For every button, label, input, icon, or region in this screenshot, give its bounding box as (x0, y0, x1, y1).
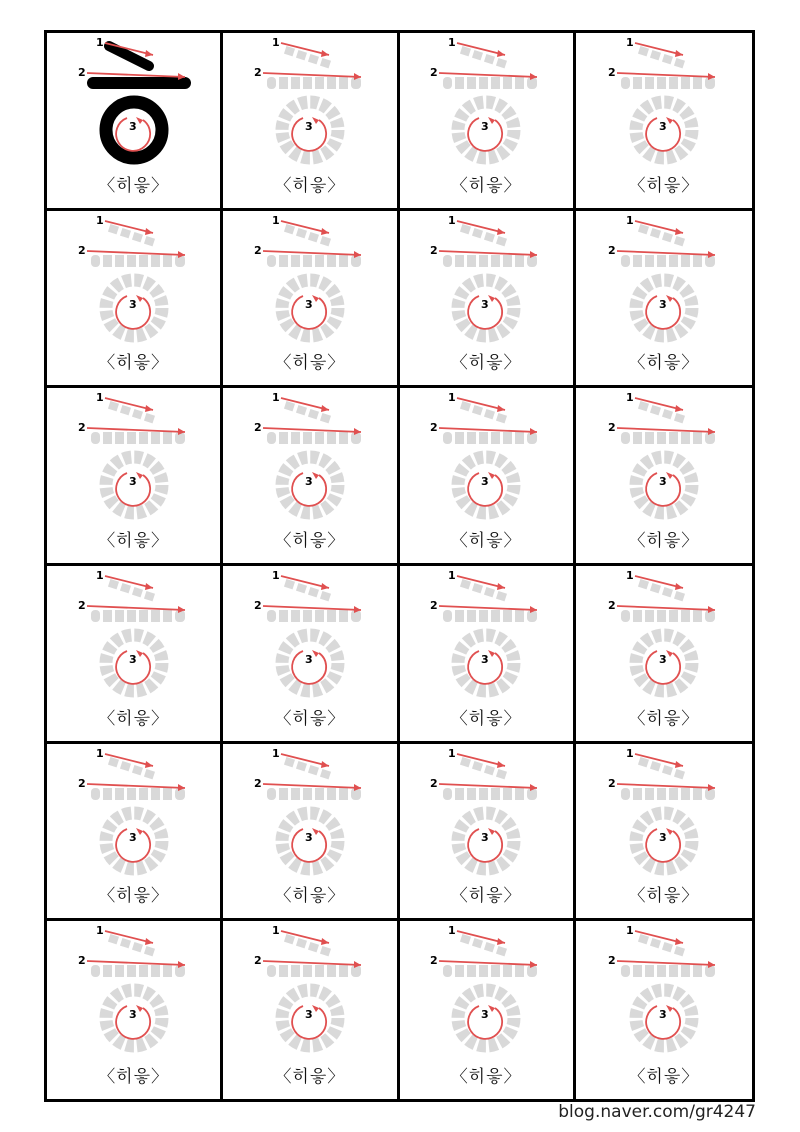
stroke-2-guide (267, 255, 361, 267)
practice-cell (576, 388, 752, 566)
trace-guide (267, 934, 361, 1046)
letter-stroke-guide (401, 744, 571, 884)
stroke-number-2: 2 (607, 776, 616, 790)
stroke-2-guide (621, 255, 715, 267)
stroke-2-guide (621, 610, 715, 622)
letter-stroke-guide (225, 388, 395, 528)
stroke-2-guide (267, 965, 361, 977)
letter-name-label: 〈히읗〉 (98, 886, 170, 907)
practice-cell (400, 744, 576, 922)
trace-guide (621, 401, 715, 513)
letter-name-label: 〈히읗〉 (274, 708, 346, 729)
stroke-number-1: 1 (625, 924, 634, 938)
stroke-number-2: 2 (607, 421, 616, 435)
practice-cell (223, 33, 399, 211)
letter-stroke-guide (225, 921, 395, 1061)
stroke-number-1: 1 (625, 746, 634, 760)
trace-guide (621, 757, 715, 869)
letter-name-label: 〈히읗〉 (274, 1067, 346, 1087)
stroke-2-guide (621, 788, 715, 800)
stroke-number-1: 1 (95, 391, 104, 405)
stroke-number-1: 1 (271, 391, 280, 405)
practice-cell (47, 566, 223, 744)
stroke-number-2: 2 (607, 599, 616, 612)
stroke-number-3: 3 (128, 475, 137, 489)
stroke-number-1: 1 (95, 36, 104, 49)
letter-stroke-guide (579, 388, 749, 528)
stroke-number-2: 2 (253, 776, 262, 790)
practice-cell (223, 211, 399, 389)
stroke-number-3: 3 (128, 1008, 137, 1022)
letter-stroke-guide (225, 566, 395, 706)
practice-cell (576, 33, 752, 211)
letter-name-label: 〈히읗〉 (274, 886, 346, 907)
letter-stroke-guide (49, 566, 219, 706)
stroke-number-3: 3 (481, 475, 489, 489)
letter-name-label: 〈히읗〉 (274, 353, 346, 374)
practice-cell (400, 566, 576, 744)
trace-guide (443, 757, 537, 869)
trace-guide (91, 224, 185, 336)
letter-stroke-guide (401, 33, 571, 173)
trace-guide (91, 934, 185, 1046)
letter-name-label: 〈히읗〉 (274, 175, 346, 196)
stroke-number-2: 2 (77, 66, 86, 79)
stroke-2-guide (267, 432, 361, 444)
trace-guide (621, 934, 715, 1046)
letter-stroke-guide (49, 744, 219, 884)
trace-guide (621, 46, 715, 158)
stroke-number-1: 1 (625, 36, 634, 49)
practice-cell (576, 744, 752, 922)
stroke-2-guide (267, 77, 361, 89)
stroke-number-2: 2 (77, 599, 86, 612)
stroke-2-guide (91, 965, 185, 977)
stroke-2-guide (267, 788, 361, 800)
stroke-number-1: 1 (448, 924, 456, 938)
letter-name-label: 〈히읗〉 (98, 353, 170, 374)
stroke-number-2: 2 (607, 954, 616, 968)
letter-stroke-guide (579, 33, 749, 173)
stroke-2-guide (91, 610, 185, 622)
letter-stroke-guide (579, 211, 749, 351)
stroke-number-1: 1 (625, 569, 634, 582)
stroke-2-guide (621, 77, 715, 89)
letter-name-label: 〈히읗〉 (98, 531, 170, 551)
stroke-number-1: 1 (271, 213, 280, 227)
stroke-number-3: 3 (304, 120, 313, 133)
stroke-number-1: 1 (625, 213, 634, 227)
trace-guide (267, 401, 361, 513)
letter-stroke-guide (401, 566, 571, 706)
letter-name-label: 〈히읗〉 (274, 531, 346, 551)
stroke-number-1: 1 (448, 213, 456, 227)
trace-guide (91, 401, 185, 513)
letter-name-label: 〈히읗〉 (98, 175, 170, 196)
stroke-number-1: 1 (271, 36, 280, 49)
stroke-number-2: 2 (77, 776, 86, 790)
letter-stroke-guide (401, 388, 571, 528)
trace-guide (267, 757, 361, 869)
stroke-number-3: 3 (658, 475, 667, 489)
letter-stroke-guide (225, 211, 395, 351)
letter-stroke-guide (579, 744, 749, 884)
letter-name-label: 〈히읗〉 (628, 353, 700, 374)
stroke-2-guide (443, 788, 537, 800)
stroke-number-3: 3 (128, 830, 137, 844)
stroke-2-guide (443, 965, 537, 977)
letter-stroke-guide (225, 744, 395, 884)
stroke-number-2: 2 (430, 243, 438, 257)
trace-guide (443, 224, 537, 336)
letter-stroke-guide (49, 211, 219, 351)
stroke-number-3: 3 (658, 297, 667, 311)
stroke-2-guide (443, 610, 537, 622)
stroke-number-3: 3 (658, 120, 667, 133)
stroke-number-2: 2 (430, 599, 438, 612)
practice-cell (576, 921, 752, 1099)
letter-name-label: 〈히읗〉 (98, 708, 170, 729)
practice-cell (400, 921, 576, 1099)
stroke-number-1: 1 (95, 569, 104, 582)
letter-name-label: 〈히읗〉 (628, 1067, 700, 1087)
stroke-2-guide (621, 432, 715, 444)
stroke-number-3: 3 (658, 830, 667, 844)
stroke-2-guide (443, 255, 537, 267)
stroke-number-3: 3 (481, 120, 489, 133)
stroke-2-guide (621, 965, 715, 977)
trace-guide (443, 579, 537, 691)
stroke-number-2: 2 (253, 954, 262, 968)
stroke-number-3: 3 (304, 475, 313, 489)
trace-guide (621, 579, 715, 691)
stroke-number-2: 2 (77, 954, 86, 968)
stroke-number-3: 3 (658, 1008, 667, 1022)
stroke-number-2: 2 (430, 421, 438, 435)
stroke-number-3: 3 (658, 653, 667, 666)
letter-stroke-guide (49, 388, 219, 528)
practice-cell (223, 921, 399, 1099)
stroke-number-3: 3 (304, 653, 313, 666)
letter-name-label: 〈히읗〉 (450, 886, 522, 907)
stroke-number-3: 3 (481, 297, 489, 311)
practice-cell (47, 744, 223, 922)
letter-stroke-guide (49, 921, 219, 1061)
stroke-number-1: 1 (448, 36, 456, 49)
letter-name-label: 〈히읗〉 (628, 708, 700, 729)
sample-cell (47, 33, 223, 211)
stroke-number-3: 3 (304, 297, 313, 311)
practice-cell (223, 566, 399, 744)
letter-name-label: 〈히읗〉 (450, 708, 522, 729)
letter-stroke-guide (49, 33, 219, 173)
stroke-number-1: 1 (95, 924, 104, 938)
stroke-number-1: 1 (448, 569, 456, 582)
stroke-number-2: 2 (253, 421, 262, 435)
stroke-number-2: 2 (430, 954, 438, 968)
stroke-number-1: 1 (271, 924, 280, 938)
stroke-number-2: 2 (253, 599, 262, 612)
stroke-2-guide (91, 788, 185, 800)
letter-stroke-guide (225, 33, 395, 173)
practice-grid (44, 30, 755, 1102)
stroke-number-3: 3 (128, 297, 137, 311)
blog-watermark: blog.naver.com/gr4247 (558, 1102, 756, 1122)
trace-guide (443, 46, 537, 158)
trace-guide (91, 757, 185, 869)
letter-name-label: 〈히읗〉 (628, 175, 700, 196)
stroke-number-2: 2 (253, 243, 262, 257)
letter-name-label: 〈히읗〉 (628, 886, 700, 907)
stroke-number-3: 3 (481, 653, 489, 666)
stroke-2-guide (91, 432, 185, 444)
stroke-number-2: 2 (430, 776, 438, 790)
stroke-number-1: 1 (625, 391, 634, 405)
stroke-number-1: 1 (271, 569, 280, 582)
practice-cell (400, 388, 576, 566)
stroke-2-guide (443, 77, 537, 89)
stroke-number-1: 1 (271, 746, 280, 760)
trace-guide (443, 934, 537, 1046)
practice-cell (47, 921, 223, 1099)
stroke-number-3: 3 (304, 1008, 313, 1022)
stroke-number-3: 3 (128, 653, 137, 666)
practice-cell (400, 33, 576, 211)
trace-guide (267, 579, 361, 691)
practice-cell (223, 744, 399, 922)
practice-cell (47, 388, 223, 566)
stroke-number-3: 3 (481, 1008, 489, 1022)
stroke-number-2: 2 (77, 421, 86, 435)
stroke-number-3: 3 (304, 830, 313, 844)
stroke-number-1: 1 (448, 746, 456, 760)
stroke-2-guide (267, 610, 361, 622)
letter-stroke-guide (579, 566, 749, 706)
stroke-number-3: 3 (481, 830, 489, 844)
stroke-number-2: 2 (77, 243, 86, 257)
stroke-2-guide (91, 255, 185, 267)
practice-cell (223, 388, 399, 566)
letter-name-label: 〈히읗〉 (450, 531, 522, 551)
letter-name-label: 〈히읗〉 (628, 531, 700, 551)
practice-cell (576, 566, 752, 744)
letter-stroke-guide (579, 921, 749, 1061)
stroke-number-2: 2 (607, 66, 616, 79)
stroke-number-3: 3 (128, 120, 137, 133)
letter-stroke-guide (401, 211, 571, 351)
practice-cell (47, 211, 223, 389)
trace-guide (91, 579, 185, 691)
letter-name-label: 〈히읗〉 (450, 353, 522, 374)
trace-guide (267, 224, 361, 336)
stroke-number-1: 1 (95, 213, 104, 227)
stroke-number-2: 2 (253, 66, 262, 79)
stroke-number-1: 1 (95, 746, 104, 760)
stroke-number-2: 2 (430, 66, 438, 79)
letter-name-label: 〈히읗〉 (98, 1067, 170, 1087)
trace-guide (621, 224, 715, 336)
stroke-number-2: 2 (607, 243, 616, 257)
trace-guide (443, 401, 537, 513)
letter-name-label: 〈히읗〉 (450, 175, 522, 196)
stroke-2-guide (443, 432, 537, 444)
practice-cell (400, 211, 576, 389)
letter-name-label: 〈히읗〉 (450, 1067, 522, 1087)
practice-cell (576, 211, 752, 389)
trace-guide (267, 46, 361, 158)
sample-letter (93, 46, 185, 158)
letter-stroke-guide (401, 921, 571, 1061)
stroke-number-1: 1 (448, 391, 456, 405)
